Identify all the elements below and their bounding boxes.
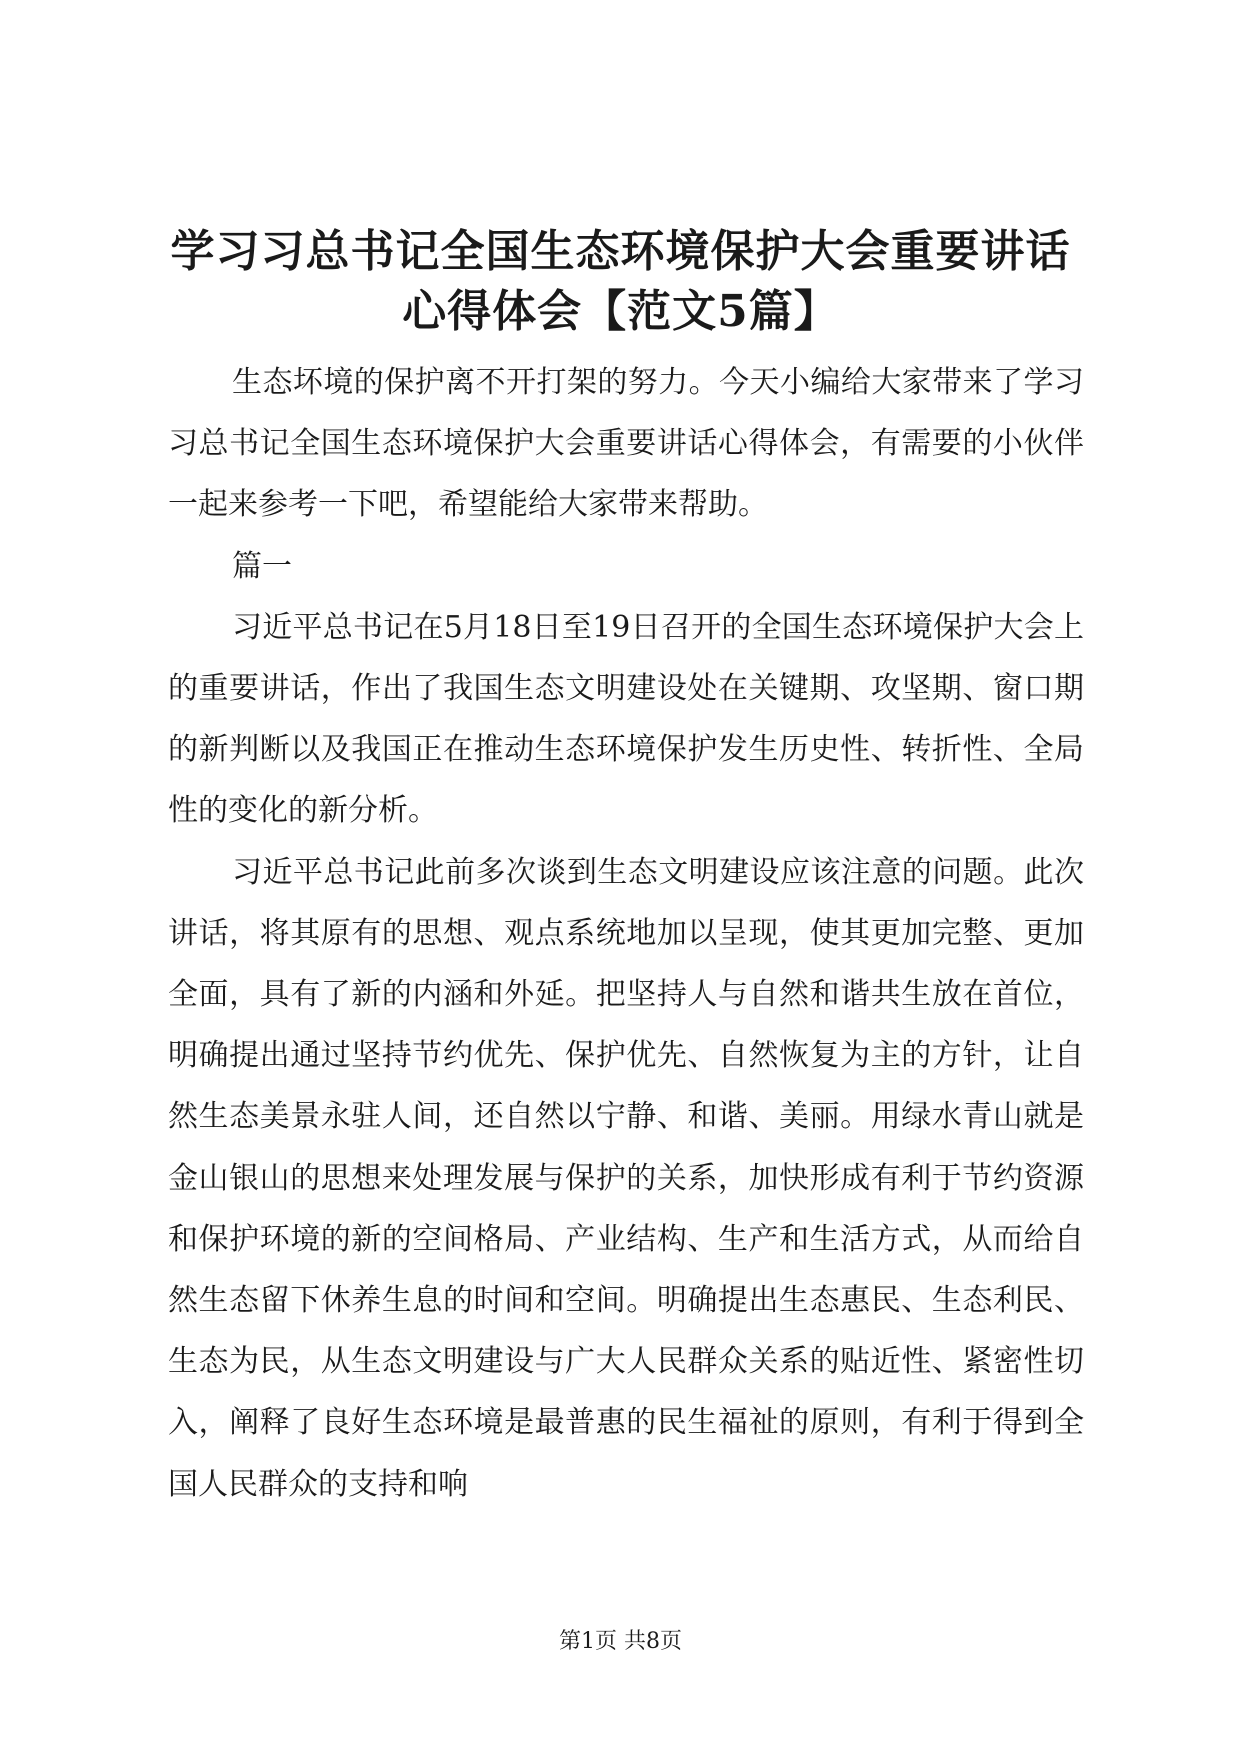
page-footer (0, 1627, 1241, 1657)
section-heading: 篇一 (232, 548, 292, 584)
document-title (150, 222, 1091, 342)
body-paragraph: 习近平总书记在5月18日至19日召开的全国生态环境保护大会上的重要讲话，作出了我国生态文明建设处在关键期、攻坚期、窗口期的新判断以及我国正在推动生态环境保护发生历史性、转折性、全局性的变化的新分析。 (168, 609, 1084, 829)
document-body (168, 352, 1084, 1515)
body-paragraph: 习近平总书记此前多次谈到生态文明建设应该注意的问题。此次讲话，将其原有的思想、观点系统地加以呈现，使其更加完整、更加全面，具有了新的内涵和外延。把坚持人与自然和谐共生放在首位，明确提出通过坚持节约优先、保护优先、自然恢复为主的方针，让自然生态美景永驻人间，还自然以宁静、和谐、美丽。用绿水青山就是金山银山的思想来处理发展与保护的关系，加快形成有利于节约资源和保护环境的新的空间格局、产业结构、生产和生活方式，从而给自然生态留下休养生息的时间和空间。明确提出生态惠民、生态利民、生态为民，从生态文明建设与广大人民群众关系的贴近性、紧密性切入，阐释了良好生态环境是最普惠的民生福祉的原则，有利于得到全国人民群众的支持和响 (168, 854, 1084, 1502)
page-number: 第1页 共8页 (559, 1629, 682, 1654)
title-line-2: 心得体会【范文5篇】 (402, 286, 839, 337)
intro-paragraph: 生态坏境的保护离不开打架的努力。今天小编给大家带来了学习习总书记全国生态环境保护大会重要讲话心得体会，有需要的小伙伴一起来参考一下吧，希望能给大家带来帮助。 (168, 365, 1084, 523)
title-line-1: 学习习总书记全国生态环境保护大会重要讲话 (170, 226, 1071, 277)
